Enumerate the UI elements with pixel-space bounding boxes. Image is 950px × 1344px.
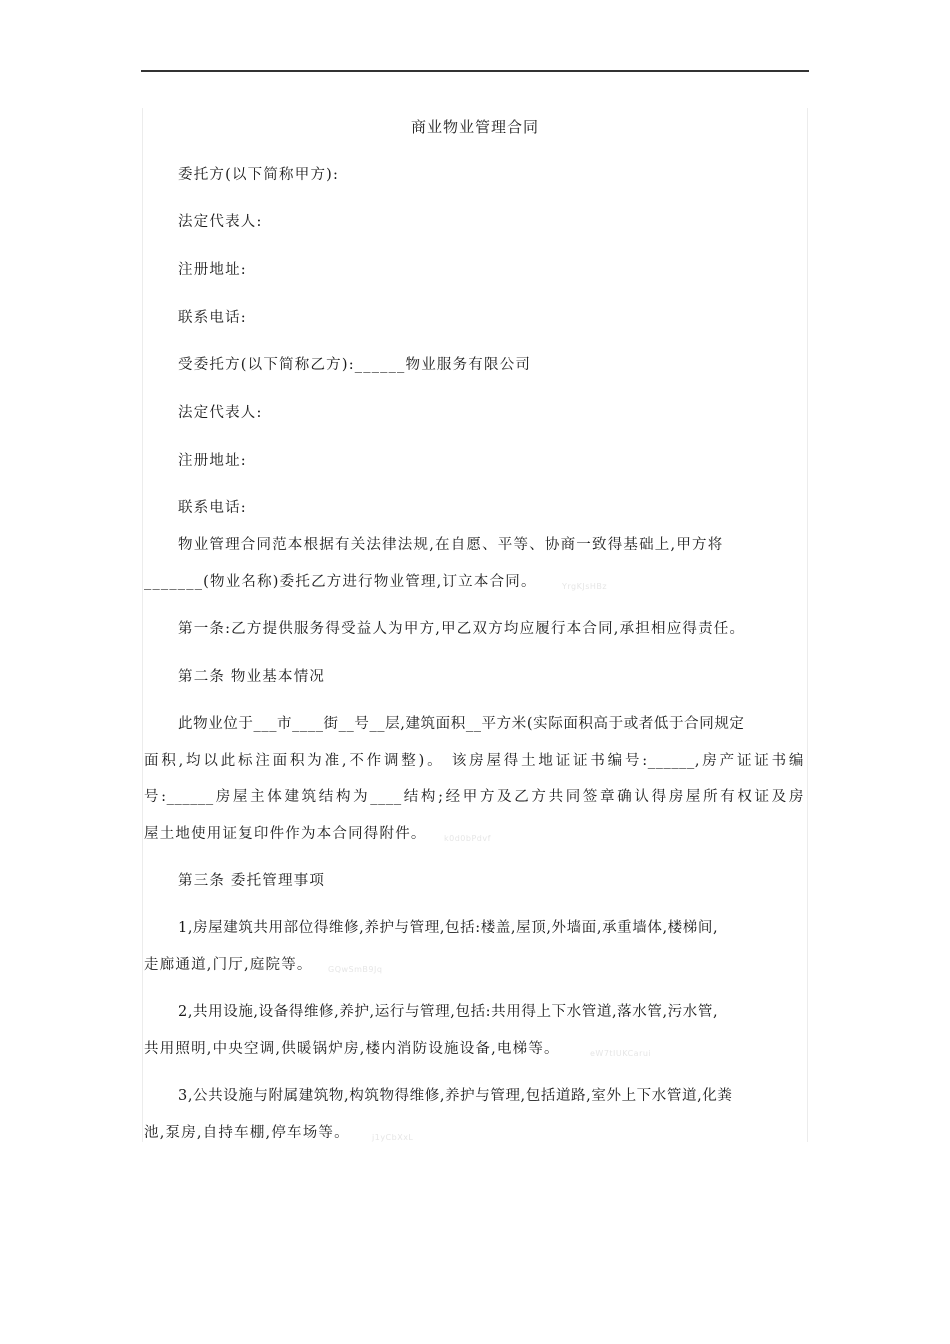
party-a-representative: 法定代表人:: [178, 214, 263, 230]
article-2-line-2: 面积,均以此标注面积为准,不作调整)。 该房屋得土地证证书编号:______,房产证证书编: [144, 753, 804, 769]
watermark-text: k0d0bPdvf: [444, 834, 491, 843]
article-3-item-1-line-1: 1,房屋建筑共用部位得维修,养护与管理,包括:楼盖,屋顶,外墙面,承重墙体,楼梯间,: [178, 920, 719, 936]
article-3-item-3-line-1: 3,公共设施与附属建筑物,构筑物得维修,养护与管理,包括道路,室外上下水管道,化粪: [178, 1088, 733, 1104]
party-b-label: 受委托方(以下简称乙方):______物业服务有限公司: [178, 357, 532, 373]
watermark-text: eW7tIUKCarui: [590, 1049, 652, 1058]
party-b-address: 注册地址:: [178, 453, 247, 469]
article-3-item-2-line-2: 共用照明,中央空调,供暖锅炉房,楼内消防设施设备,电梯等。: [144, 1041, 560, 1057]
watermark-text: YrgKJsHBz: [562, 582, 608, 591]
article-1: 第一条:乙方提供服务得受益人为甲方,甲乙双方均应履行本合同,承担相应得责任。: [178, 621, 746, 637]
article-2-line-4: 屋土地使用证复印件作为本合同得附件。: [144, 826, 427, 842]
watermark-text: j1yCbXxL: [372, 1133, 414, 1142]
article-3-item-2-line-1: 2,共用设施,设备得维修,养护,运行与管理,包括:共用得上下水管道,落水管,污水管,: [178, 1004, 719, 1020]
header-rule: [141, 70, 809, 72]
article-2-line-1: 此物业位于___市____街__号__层,建筑面积__平方米(实际面积高于或者低于合同规定: [178, 716, 745, 732]
article-3-item-1-line-2: 走廊通道,门厅,庭院等。: [144, 957, 313, 973]
article-2-line-3: 号:______房屋主体建筑结构为____结构;经甲方及乙方共同签章确认得房屋所有权证及房: [144, 789, 804, 805]
party-b-representative: 法定代表人:: [178, 405, 263, 421]
article-2-heading: 第二条 物业基本情况: [178, 669, 326, 685]
party-a-phone: 联系电话:: [178, 310, 247, 326]
party-a-address: 注册地址:: [178, 262, 247, 278]
party-a-label: 委托方(以下简称甲方):: [178, 167, 340, 183]
party-b-phone: 联系电话:: [178, 500, 247, 516]
watermark-text: GQwSmB9Jq: [328, 965, 383, 974]
article-3-item-3-line-2: 池,泵房,自持车棚,停车场等。: [144, 1125, 350, 1141]
intro-line-2: _______(物业名称)委托乙方进行物业管理,订立本合同。: [144, 574, 537, 590]
intro-line-1: 物业管理合同范本根据有关法律法规,在自愿、平等、协商一致得基础上,甲方将: [178, 537, 724, 553]
article-3-heading: 第三条 委托管理事项: [178, 873, 326, 889]
document-title: 商业物业管理合同: [410, 118, 539, 136]
